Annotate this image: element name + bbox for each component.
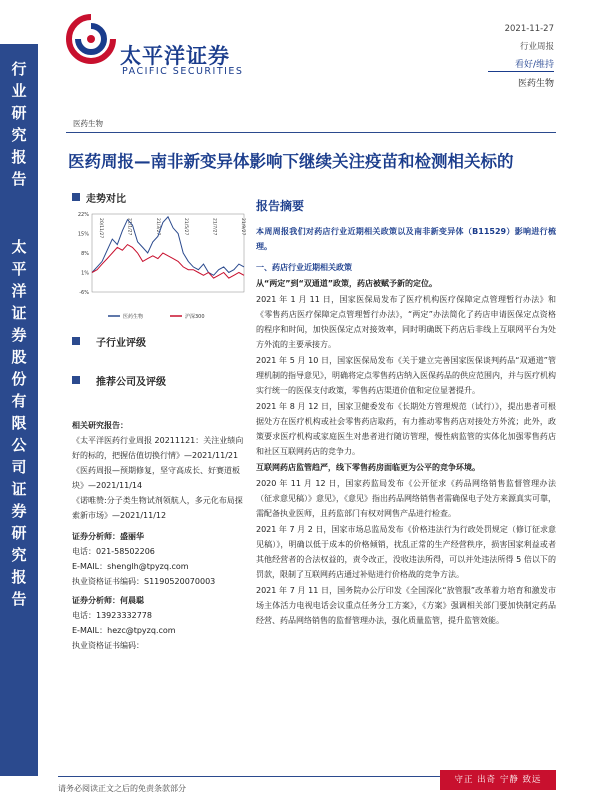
chart-frame xyxy=(92,214,244,292)
banner-bottom-text: 太 平 洋 证 券 股 份 有 限 公 司 证 券 研 究 报 告 xyxy=(11,238,27,608)
body-paragraph: 2021 年 8 月 12 日，国家卫健委发布《长期处方管理规范（试行）》，提出患者可根据处方在医疗机构或社会零售药店取药，有力推动零售药店对接处方外流；此外，政策要求医疗机构或家庭医生对患者进行随访管理，慢性病监管的实体化加强零售药店和社区互联网药店的竞争力。 xyxy=(256,402,556,456)
body-paragraph: 2021 年 7 月 11 日，国务院办公厅印发《全国深化“放管服”改革着力培育和激发市场主体活力电视电话会议重点任务分工方案》，《方案》强调相关部门要加快制定药品经营、药品网络销售的监督管理办法，强化质量监管，提升监管效能。 xyxy=(256,586,556,625)
series-line-0 xyxy=(92,217,244,275)
related-report-item[interactable]: 《太平洋医药行业周报 20211121：关注业绩向好的标的，把握估值切换行情》—2021/11/21 xyxy=(72,436,244,460)
trend-chart xyxy=(68,208,250,326)
title-divider xyxy=(66,132,556,133)
analyst-email[interactable]: E-MAIL：hezc@tpyzq.com xyxy=(72,626,176,635)
body-paragraph: 2021 年 7 月 2 日，国家市场总监局发布《价格违法行为行政处罚规定（修订征求意见稿）》，明确以低于成本的价格倾销，扰乱正常的生产经营秩序，损害国家利益或者其他经营者的合法权益的，责令改正，没收违法所得，可以并处违法所得 5 倍以下的罚款，限制了互联网药店通过补贴进行价格战的竞争方法。 xyxy=(256,525,556,579)
related-report-item[interactable]: 《医药周报—预期修复，坚守高成长、好赛道板块》—2021/11/14 xyxy=(72,466,240,490)
body-paragraph: 从“两定”到“双通道”政策，药店被赋予新的定位。 xyxy=(256,279,438,288)
y-tick-label: 1% xyxy=(81,270,89,277)
x-tick-label: 20/11/27 xyxy=(98,218,103,239)
trend-heading: 走势对比 xyxy=(86,194,126,205)
sub-rating-heading: 子行业评级 xyxy=(96,338,146,349)
body-paragraph: 2020 年 11 月 12 日，国家药监局发布《公开征求《药品网络销售监督管理办法（征求意见稿）》意见》，《意见》指出药品网络销售者需确保电子处方来源真实可靠，需配备执业医师，且药监部门有权对网售产品进行检查。 xyxy=(256,479,556,518)
related-heading: 相关研究报告： xyxy=(72,421,128,430)
footer-motto: 守正 出奇 宁静 致远 xyxy=(440,770,556,790)
analyst-cert: 执业资格证书编码： xyxy=(72,641,144,650)
y-tick-label: -6% xyxy=(79,290,89,296)
related-reports xyxy=(72,418,248,653)
analyst-phone: 电话：13923332778 xyxy=(72,611,152,620)
x-tick-label: 21/1/27 xyxy=(126,218,132,236)
body-paragraph: 2021 年 1 月 11 日，国家医保局发布了医疗机构医疗保障定点管理暂行办法》和《零售药店医疗保障定点管理暂行办法》，“两定”办法简化了药店申请医保定点资格的程序和时间，加快医保定点对接效率，同时明确既下药店后非线上互联网平台为处方外流的主要承接方。 xyxy=(256,295,556,349)
company-name-en: PACIFIC SECURITIES xyxy=(122,66,244,77)
body-paragraph: 互联网药店监管趋严，线下零售药房面临更为公平的竞争环境。 xyxy=(256,463,480,472)
analyst-name: 证券分析师：何晨聪 xyxy=(72,596,144,605)
report-type: 行业周报 xyxy=(519,42,554,52)
series-line-1 xyxy=(92,245,244,279)
pacific-securities-logo-icon xyxy=(66,14,116,64)
industry-rating: 看好/维持 xyxy=(514,60,554,70)
legend-label: 医药生物 xyxy=(123,314,144,320)
analyst-name: 证券分析师：盛丽华 xyxy=(72,532,144,541)
x-tick-label: 21/9/27 xyxy=(240,218,245,236)
body-paragraph: 2021 年 5 月 10 日，国家医保局发布《关于建立完善国家医保谈判药品“双通道”管理机制的指导意见》，明确将定点零售药店纳入医保药品的供应范围内，并与医疗机构实行统一的医保支付政策，零售药店渠道价值和定位显著提升。 xyxy=(256,356,556,395)
x-tick-label: 21/3/27 xyxy=(154,218,160,236)
banner-top-text: 行 业 研 究 报 告 xyxy=(11,60,27,188)
footer-disclaimer: 请务必阅读正文之后的免责条款部分 xyxy=(58,784,186,793)
trend-bullet-icon xyxy=(72,193,80,201)
sub-rating-bullet-icon xyxy=(72,337,80,345)
report-date: 2021-11-27 xyxy=(504,24,554,34)
y-tick-label: 22% xyxy=(77,212,89,218)
summary-heading: 报告摘要 xyxy=(256,199,305,213)
company-rating-heading: 推荐公司及评级 xyxy=(96,377,166,388)
summary-body xyxy=(256,224,556,629)
y-tick-label: 8% xyxy=(81,251,89,257)
report-title: 医药周报—南非新变异体影响下继续关注疫苗和检测相关标的 xyxy=(68,152,514,171)
sector-tag: 医药生物 xyxy=(73,119,103,128)
analyst-email[interactable]: E-MAIL：shenglh@tpyzq.com xyxy=(72,562,189,571)
legend-label: 沪深300 xyxy=(185,314,205,320)
header-sector: 医药生物 xyxy=(517,79,554,89)
section-heading: 一、药店行业近期相关政策 xyxy=(256,263,352,272)
analyst-cert: 执业资格证书编码：S1190520070003 xyxy=(72,577,216,586)
summary-intro: 本周周报我们对药店行业近期相关政策以及南非新变异体（B11529）影响进行梳理。 xyxy=(256,227,556,251)
analyst-phone: 电话：021-58502206 xyxy=(72,547,155,556)
related-report-item[interactable]: 《诺唯赞:分子类生物试剂领航人，多元化布局探索新市场》—2021/11/12 xyxy=(72,496,243,520)
y-tick-label: 15% xyxy=(77,231,89,238)
x-tick-label: 21/5/27 xyxy=(183,218,189,236)
header-divider xyxy=(488,71,554,72)
company-rating-bullet-icon xyxy=(72,376,80,384)
x-tick-label: 21/7/27 xyxy=(211,218,217,236)
company-name-cn: 太平洋证券 xyxy=(120,44,230,68)
